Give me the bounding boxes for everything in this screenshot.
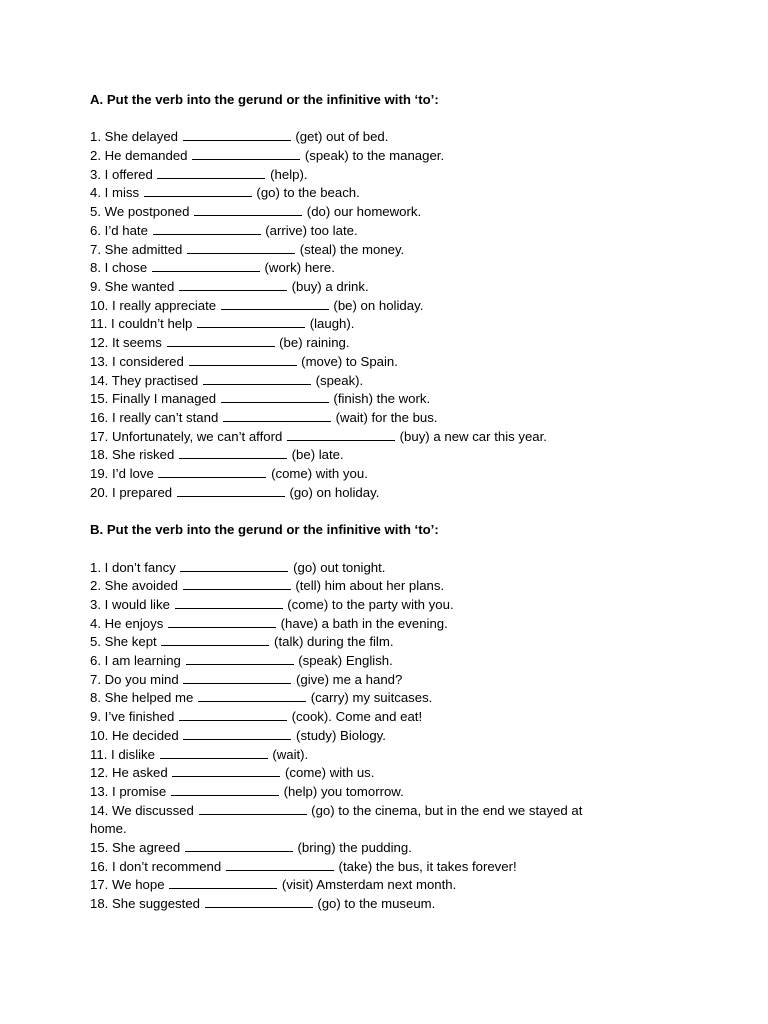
exercise-item — [90, 671, 610, 690]
exercise-prompt: 17. Unfortunately, we can’t afford — [90, 428, 286, 444]
exercise-item — [90, 428, 610, 447]
exercise-item — [90, 278, 610, 297]
exercise-prompt: 1. I don’t fancy — [90, 559, 180, 575]
answer-blank[interactable] — [177, 485, 285, 497]
exercise-prompt: 17. We hope — [90, 877, 169, 893]
exercise-verb-hint: (speak) English. — [294, 653, 393, 669]
exercise-item — [90, 577, 610, 596]
section-b-exercise-list — [90, 559, 690, 914]
answer-blank[interactable] — [171, 784, 279, 796]
exercise-item — [90, 633, 610, 652]
exercise-prompt: 11. I couldn’t help — [90, 316, 197, 332]
exercise-verb-hint: (carry) my suitcases. — [307, 690, 433, 706]
exercise-verb-hint: (be) on holiday. — [329, 297, 424, 313]
exercise-prompt: 7. She admitted — [90, 241, 187, 257]
exercise-item — [90, 222, 610, 241]
answer-blank[interactable] — [158, 466, 266, 478]
answer-blank[interactable] — [179, 447, 287, 459]
exercise-verb-hint: (go) on holiday. — [285, 484, 380, 500]
answer-blank[interactable] — [152, 260, 260, 272]
exercise-prompt: 5. She kept — [90, 634, 161, 650]
section-a — [90, 91, 690, 502]
exercise-prompt: 14. They practised — [90, 372, 202, 388]
exercise-verb-hint: (be) raining. — [275, 335, 350, 351]
answer-blank[interactable] — [221, 298, 329, 310]
exercise-verb-hint: (bring) the pudding. — [293, 840, 412, 856]
exercise-item — [90, 184, 610, 203]
exercise-prompt: 14. We discussed — [90, 802, 198, 818]
answer-blank[interactable] — [180, 560, 288, 572]
exercise-prompt: 9. I’ve finished — [90, 709, 178, 725]
exercise-verb-hint: (get) out of bed. — [291, 129, 389, 145]
section-b-title: B. Put the verb into the gerund or the infinitive with ‘to’: — [90, 522, 439, 538]
exercise-item — [90, 596, 610, 615]
answer-blank[interactable] — [172, 765, 280, 777]
exercise-prompt: 13. I considered — [90, 353, 188, 369]
exercise-item — [90, 839, 610, 858]
exercise-item — [90, 166, 610, 185]
exercise-verb-hint: (study) Biology. — [292, 727, 386, 743]
worksheet-page — [90, 91, 690, 914]
exercise-item — [90, 764, 610, 783]
exercise-item — [90, 802, 610, 839]
answer-blank[interactable] — [187, 242, 295, 254]
exercise-verb-hint: (help). — [266, 166, 308, 182]
exercise-item — [90, 727, 610, 746]
exercise-item — [90, 484, 610, 503]
exercise-item — [90, 203, 610, 222]
exercise-verb-hint: (arrive) too late. — [261, 222, 358, 238]
exercise-prompt: 3. I offered — [90, 166, 157, 182]
exercise-verb-hint: (tell) him about her plans. — [291, 578, 445, 594]
exercise-item — [90, 746, 610, 765]
exercise-verb-hint: (give) me a hand? — [292, 671, 403, 687]
answer-blank[interactable] — [183, 578, 291, 590]
answer-blank[interactable] — [221, 391, 329, 403]
answer-blank[interactable] — [226, 859, 334, 871]
exercise-item — [90, 446, 610, 465]
exercise-item — [90, 353, 610, 372]
exercise-prompt: 3. I would like — [90, 596, 174, 612]
exercise-prompt: 10. I really appreciate — [90, 297, 220, 313]
answer-blank[interactable] — [199, 803, 307, 815]
exercise-verb-hint: (come) with us. — [281, 765, 375, 781]
exercise-prompt: 6. I’d hate — [90, 222, 152, 238]
exercise-prompt: 5. We postponed — [90, 204, 194, 220]
answer-blank[interactable] — [189, 354, 297, 366]
exercise-prompt: 11. I dislike — [90, 746, 159, 762]
exercise-verb-hint: (go) to the beach. — [252, 185, 360, 201]
exercise-verb-hint: (do) our homework. — [303, 204, 422, 220]
exercise-verb-hint: (go) to the cinema, but in the end we stayed at home. — [90, 802, 583, 837]
exercise-prompt: 7. Do you mind — [90, 671, 183, 687]
exercise-verb-hint: (move) to Spain. — [297, 353, 398, 369]
answer-blank[interactable] — [144, 185, 252, 197]
answer-blank[interactable] — [203, 373, 311, 385]
exercise-prompt: 4. I miss — [90, 185, 143, 201]
exercise-verb-hint: (wait). — [268, 746, 309, 762]
exercise-prompt: 12. He asked — [90, 765, 172, 781]
exercise-verb-hint: (cook). Come and eat! — [287, 709, 423, 725]
exercise-prompt: 15. She agreed — [90, 840, 184, 856]
answer-blank[interactable] — [157, 167, 265, 179]
exercise-verb-hint: (steal) the money. — [296, 241, 405, 257]
answer-blank[interactable] — [197, 316, 305, 328]
exercise-prompt: 10. He decided — [90, 727, 183, 743]
exercise-item — [90, 259, 610, 278]
answer-blank[interactable] — [194, 204, 302, 216]
exercise-item — [90, 689, 610, 708]
exercise-prompt: 8. I chose — [90, 260, 151, 276]
exercise-item — [90, 315, 610, 334]
exercise-verb-hint: (take) the bus, it takes forever! — [334, 858, 517, 874]
exercise-verb-hint: (come) with you. — [267, 466, 368, 482]
exercise-prompt: 9. She wanted — [90, 279, 178, 294]
exercise-item — [90, 409, 610, 428]
answer-blank[interactable] — [175, 597, 283, 609]
exercise-item — [90, 783, 610, 802]
exercise-item — [90, 334, 610, 353]
exercise-item — [90, 615, 610, 634]
answer-blank[interactable] — [185, 840, 293, 852]
exercise-prompt: 12. It seems — [90, 335, 166, 351]
answer-blank[interactable] — [179, 709, 287, 721]
exercise-prompt: 18. She suggested — [90, 896, 204, 912]
answer-blank[interactable] — [160, 747, 268, 759]
answer-blank[interactable] — [192, 148, 300, 160]
exercise-verb-hint: (be) late. — [287, 447, 344, 463]
section-a-title: A. Put the verb into the gerund or the infinitive with ‘to’: — [90, 92, 439, 107]
exercise-item — [90, 241, 610, 260]
answer-blank[interactable] — [167, 335, 275, 347]
exercise-prompt: 13. I promise — [90, 783, 170, 799]
exercise-item — [90, 147, 610, 166]
exercise-item — [90, 895, 610, 914]
exercise-verb-hint: (wait) for the bus. — [331, 409, 438, 425]
exercise-prompt: 1. She delayed — [90, 129, 182, 145]
answer-blank[interactable] — [186, 653, 294, 665]
exercise-prompt: 20. I prepared — [90, 484, 176, 500]
exercise-item — [90, 652, 610, 671]
exercise-verb-hint: (work) here. — [260, 260, 335, 276]
exercise-verb-hint: (help) you tomorrow. — [279, 783, 404, 799]
exercise-item — [90, 465, 610, 484]
answer-blank[interactable] — [161, 634, 269, 646]
exercise-verb-hint: (finish) the work. — [329, 391, 431, 407]
exercise-prompt: 4. He enjoys — [90, 615, 167, 631]
answer-blank[interactable] — [183, 672, 291, 684]
exercise-prompt: 8. She helped me — [90, 690, 198, 706]
exercise-item — [90, 297, 610, 316]
answer-blank[interactable] — [179, 279, 287, 291]
answer-blank[interactable] — [223, 410, 331, 422]
exercise-item — [90, 876, 610, 895]
exercise-verb-hint: (have) a bath in the evening. — [276, 615, 448, 631]
exercise-item — [90, 128, 610, 147]
exercise-prompt: 6. I am learning — [90, 653, 185, 669]
answer-blank[interactable] — [183, 129, 291, 141]
section-b — [90, 521, 690, 914]
exercise-item — [90, 858, 610, 877]
answer-blank[interactable] — [198, 690, 306, 702]
answer-blank[interactable] — [287, 429, 395, 441]
answer-blank[interactable] — [183, 728, 291, 740]
exercise-verb-hint: (go) out tonight. — [289, 559, 386, 575]
exercise-prompt: 15. Finally I managed — [90, 391, 220, 407]
exercise-prompt: 16. I don’t recommend — [90, 858, 225, 874]
exercise-verb-hint: (come) to the party with you. — [283, 596, 454, 612]
exercise-prompt: 16. I really can’t stand — [90, 409, 222, 425]
exercise-verb-hint: (go) to the museum. — [313, 896, 436, 912]
answer-blank[interactable] — [168, 616, 276, 628]
exercise-prompt: 2. He demanded — [90, 148, 192, 164]
exercise-prompt: 19. I’d love — [90, 466, 158, 482]
exercise-verb-hint: (buy) a new car this year. — [395, 428, 547, 444]
exercise-verb-hint: (speak). — [311, 372, 364, 388]
section-a-exercise-list — [90, 128, 690, 502]
exercise-item — [90, 372, 610, 391]
exercise-verb-hint: (talk) during the film. — [270, 634, 394, 650]
answer-blank[interactable] — [205, 896, 313, 908]
exercise-item — [90, 708, 610, 727]
exercise-item — [90, 559, 610, 578]
exercise-verb-hint: (laugh). — [306, 316, 355, 332]
exercise-item — [90, 390, 610, 409]
exercise-prompt: 2. She avoided — [90, 578, 182, 594]
answer-blank[interactable] — [153, 223, 261, 235]
exercise-verb-hint: (visit) Amsterdam next month. — [278, 877, 457, 893]
exercise-prompt: 18. She risked — [90, 447, 178, 463]
answer-blank[interactable] — [169, 877, 277, 889]
exercise-verb-hint: (buy) a drink. — [287, 279, 369, 294]
exercise-verb-hint: (speak) to the manager. — [301, 148, 445, 164]
